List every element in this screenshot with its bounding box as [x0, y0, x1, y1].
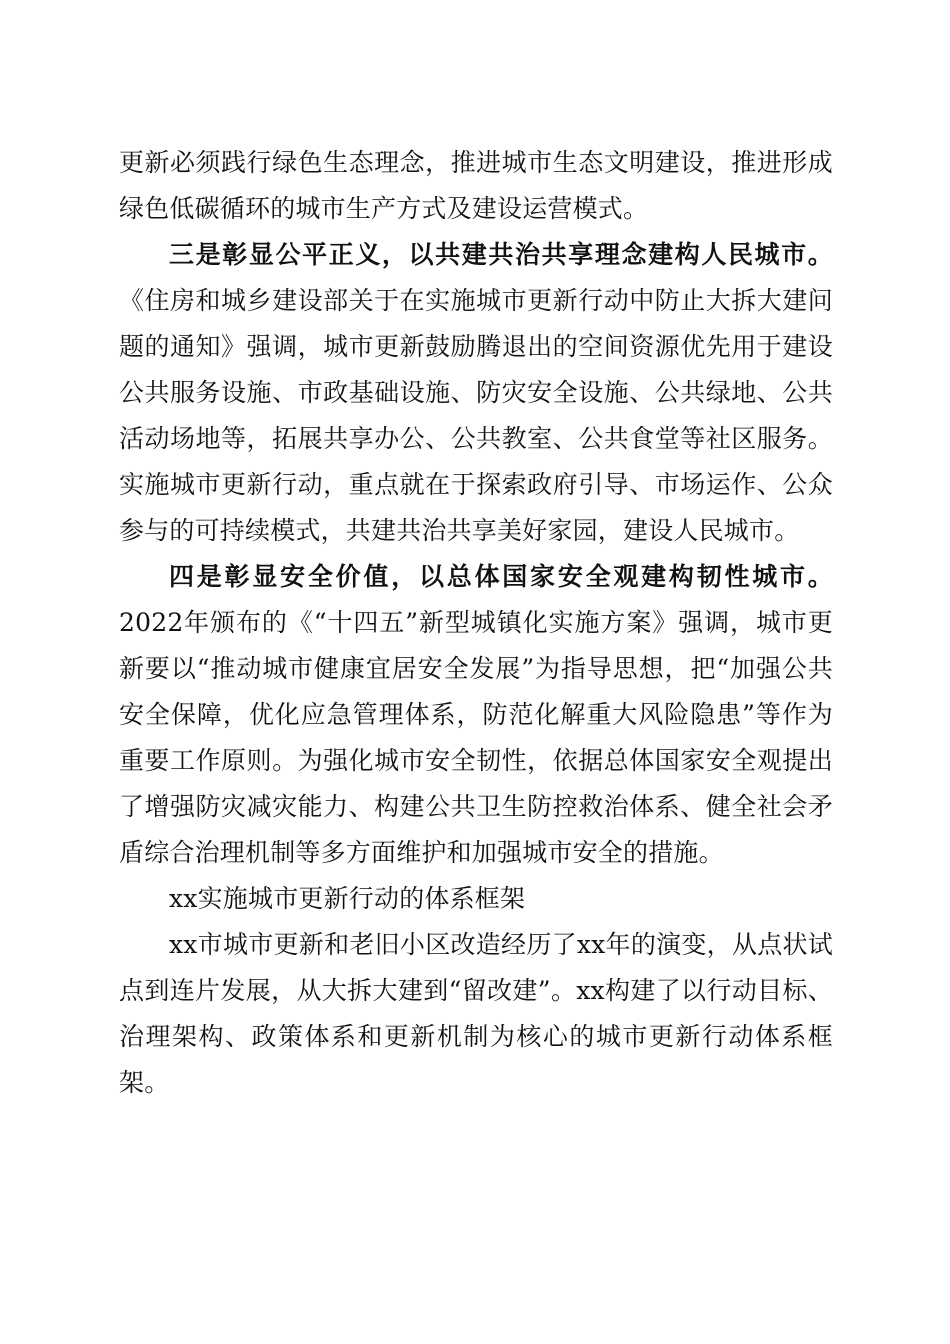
paragraph-resilient-city — [119, 554, 833, 876]
paragraph-body-fairness: 《住房和城乡建设部关于在实施城市更新行动中防止大拆大建问题的通知》强调，城市更新鼓励腾退出的空间资源优先用于建设公共服务设施、市政基础设施、防灾安全设施、公共绿地、公共活动场地等，拓展共享办公、公共教室、公共食堂等社区服务。实施城市更新行动，重点就在于探索政府引导、市场运作、公众参与的可持续模式，共建共治共享美好家园，建设人民城市。 — [119, 286, 833, 545]
paragraph-lead-fairness: 三是彰显公平正义，以共建共治共享理念建构人民城市。 — [169, 240, 833, 269]
document-page — [119, 140, 833, 1106]
paragraph-people-city — [119, 232, 833, 554]
paragraph-body-security: 2022年颁布的《“十四五”新型城镇化实施方案》强调，城市更新要以“推动城市健康宜居安全发展”为指导思想，把“加强公共安全保障，优化应急管理体系，防范化解重大风险隐患”等作为重要工作原则。为强化城市安全韧性，依据总体国家安全观提出了增强防灾减灾能力、构建公共卫生防控救治体系、健全社会矛盾综合治理机制等多方面维护和加强城市安全的措施。 — [119, 608, 833, 867]
paragraph-lead-security: 四是彰显安全价值，以总体国家安全观建构韧性城市。 — [169, 562, 833, 591]
section-heading: xx实施城市更新行动的体系框架 — [169, 884, 526, 913]
paragraph-framework: xx市城市更新和老旧小区改造经历了xx年的演变，从点状试点到连片发展，从大拆大建到“留改建”。xx构建了以行动目标、治理架构、政策体系和更新机制为核心的城市更新行动体系框架。 — [119, 930, 833, 1097]
paragraph-green-ecology: 更新必须践行绿色生态理念，推进城市生态文明建设，推进形成绿色低碳循环的城市生产方式及建设运营模式。 — [119, 148, 833, 223]
